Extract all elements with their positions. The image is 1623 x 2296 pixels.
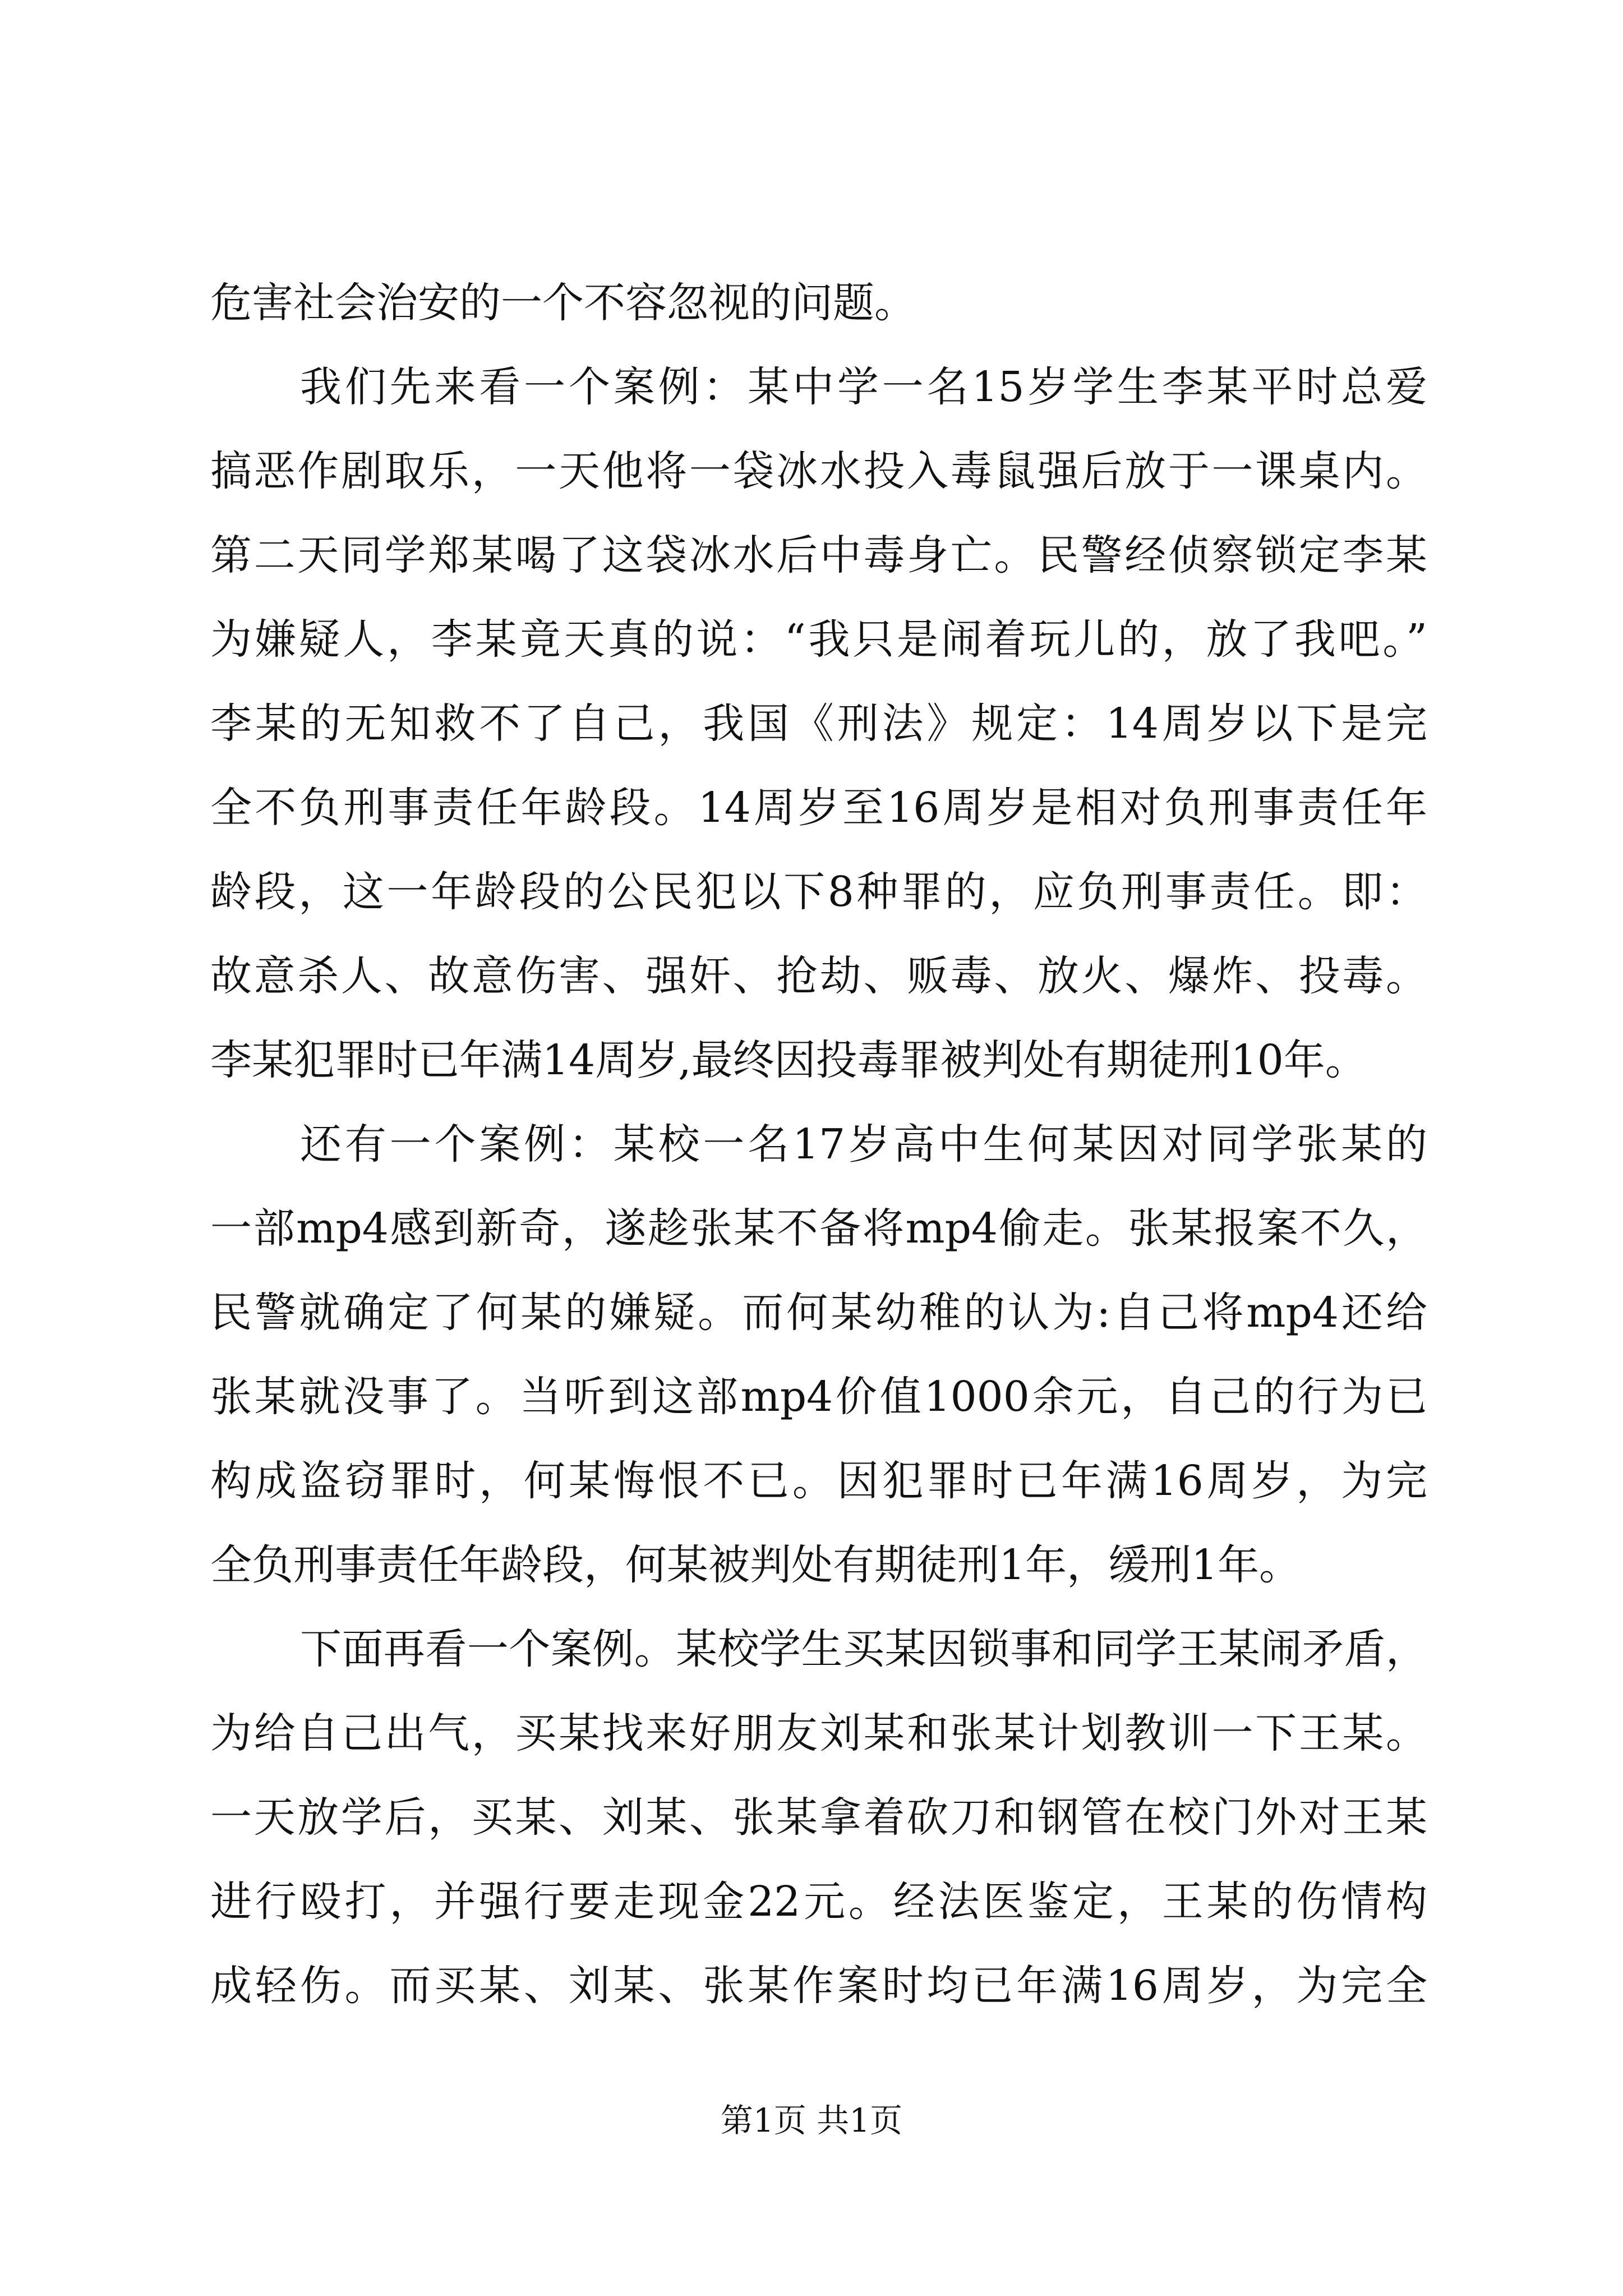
text-line: 进行殴打，并强行要走现金22元。经法医鉴定，王某的伤情构 — [210, 1878, 1427, 1926]
text-line: 张某就没事了。当听到这部mp4价值1000余元，自己的行为已 — [210, 1373, 1427, 1421]
text-line: 龄段，这一年龄段的公民犯以下8种罪的，应负刑事责任。即： — [210, 868, 1427, 916]
text-line: 一天放学后，买某、刘某、张某拿着砍刀和钢管在校门外对王某 — [210, 1793, 1427, 1842]
text-line: 全负刑事责任年龄段，何某被判处有期徒刑1年，缓刑1年。 — [210, 1541, 1301, 1589]
paragraph-first-line: 还有一个案例：某校一名17岁高中生何某因对同学张某的 — [300, 1120, 1427, 1168]
text-line: 第二天同学郑某喝了这袋冰水后中毒身亡。民警经侦察锁定李某 — [210, 531, 1427, 579]
text-line: 李某的无知救不了自己，我国《刑法》规定：14周岁以下是完 — [210, 700, 1427, 748]
paragraph-first-line: 下面再看一个案例。某校学生买某因锁事和同学王某闹矛盾， — [300, 1625, 1427, 1673]
body-text — [210, 261, 1427, 2028]
text-line: 搞恶作剧取乐，一天他将一袋冰水投入毒鼠强后放于一课桌内。 — [210, 447, 1427, 495]
text-line: 民警就确定了何某的嫌疑。而何某幼稚的认为:自己将mp4还给 — [210, 1289, 1427, 1337]
page-footer: 第1页 共1页 — [720, 2101, 903, 2139]
text-line: 全不负刑事责任年龄段。14周岁至16周岁是相对负刑事责任年 — [210, 784, 1427, 832]
text-line: 危害社会治安的一个不容忽视的问题。 — [210, 279, 916, 327]
paragraph-first-line: 我们先来看一个案例：某中学一名15岁学生李某平时总爱 — [300, 363, 1427, 411]
text-line: 故意杀人、故意伤害、强奸、抢劫、贩毒、放火、爆炸、投毒。 — [210, 952, 1427, 1000]
text-line: 一部mp4感到新奇，遂趁张某不备将mp4偷走。张某报案不久， — [210, 1204, 1427, 1253]
text-line: 为嫌疑人，李某竟天真的说：“我只是闹着玩儿的，放了我吧。” — [210, 615, 1427, 664]
text-line: 成轻伤。而买某、刘某、张某作案时均已年满16周岁，为完全 — [210, 1962, 1427, 2010]
text-line: 为给自己出气，买某找来好朋友刘某和张某计划教训一下王某。 — [210, 1709, 1427, 1757]
text-line: 李某犯罪时已年满14周岁,最终因投毒罪被判处有期徒刑10年。 — [210, 1036, 1367, 1084]
text-line: 构成盗窃罪时，何某悔恨不已。因犯罪时已年满16周岁，为完 — [210, 1457, 1427, 1505]
